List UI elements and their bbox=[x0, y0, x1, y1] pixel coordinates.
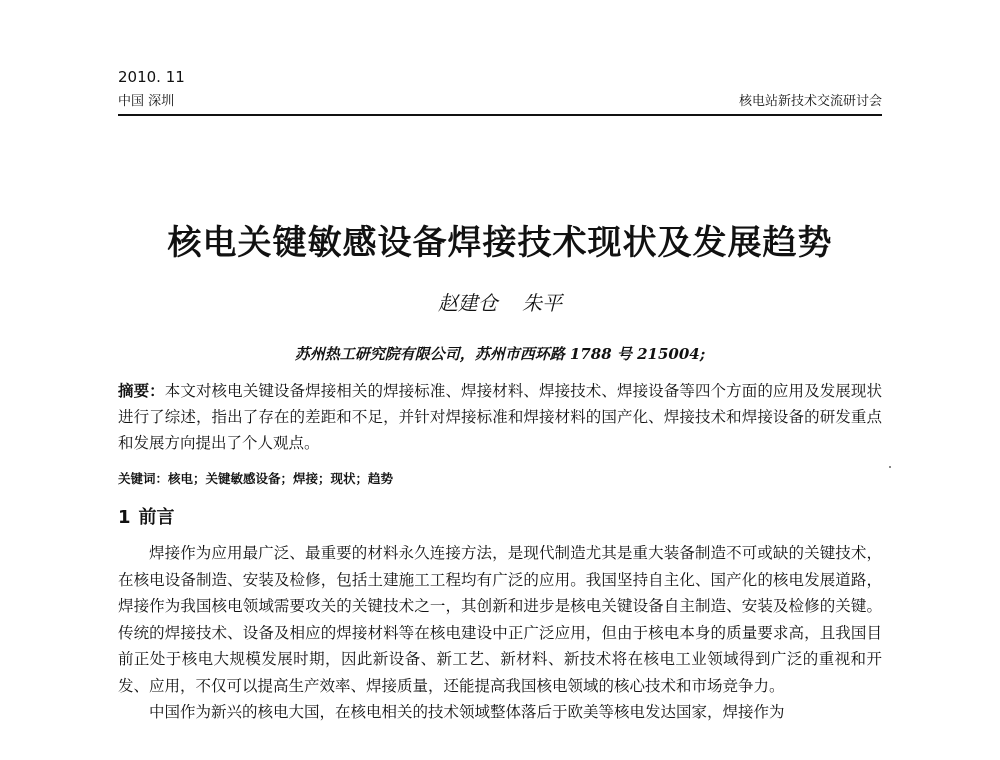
abstract bbox=[118, 378, 882, 456]
section-number: 1 bbox=[118, 507, 131, 528]
section-title: 前言 bbox=[138, 507, 175, 528]
scan-speck bbox=[889, 466, 891, 468]
header-conference: 核电站新技术交流研讨会 bbox=[738, 94, 882, 109]
abstract-text: 本文对核电关键设备焊接相关的焊接标准、焊接材料、焊接技术、焊接设备等四个方面的应用及发展现状进行了综述，指出了存在的差距和不足，并针对焊接标准和焊接材料的国产化、焊接技术和焊接设备的研发重点和发展方向提出了个人观点。 bbox=[118, 382, 882, 452]
header-date: 2010. 11 bbox=[118, 68, 185, 86]
header-rule bbox=[118, 114, 882, 116]
section-heading bbox=[118, 506, 175, 530]
paper-authors: 赵建仓 朱平 bbox=[437, 291, 563, 315]
keywords-text: 核电；关键敏感设备；焊接；现状；趋势 bbox=[168, 471, 394, 486]
keywords bbox=[118, 470, 882, 488]
section-body bbox=[118, 540, 882, 726]
paper-title: 核电关键敏感设备焊接技术现状及发展趋势 bbox=[167, 223, 833, 263]
abstract-label: 摘要： bbox=[118, 381, 165, 400]
keywords-label: 关键词： bbox=[118, 471, 169, 486]
body-paragraph: 焊接作为应用最广泛、最重要的材料永久连接方法，是现代制造尤其是重大装备制造不可或缺的关键技术，在核电设备制造、安装及检修，包括土建施工工程均有广泛的应用。我国坚持自主化、国产化的核电发展道路，焊接作为我国核电领域需要攻关的关键技术之一，其创新和进步是核电关键设备自主制造、安装及检修的关键。传统的焊接技术、设备及相应的焊接材料等在核电建设中正广泛应用，但由于核电本身的质量要求高，且我国目前正处于核电大规模发展时期，因此新设备、新工艺、新材料、新技术将在核电工业领域得到广泛的重视和开发、应用，不仅可以提高生产效率、焊接质量，还能提高我国核电领域的核心技术和市场竞争力。 bbox=[118, 544, 882, 695]
header-location: 中国 深圳 bbox=[118, 94, 175, 109]
paper-affiliation: 苏州热工研究院有限公司，苏州市西环路 1788 号 215004; bbox=[294, 345, 706, 363]
body-paragraph: 中国作为新兴的核电大国，在核电相关的技术领域整体落后于欧美等核电发达国家，焊接作为 bbox=[149, 703, 785, 721]
